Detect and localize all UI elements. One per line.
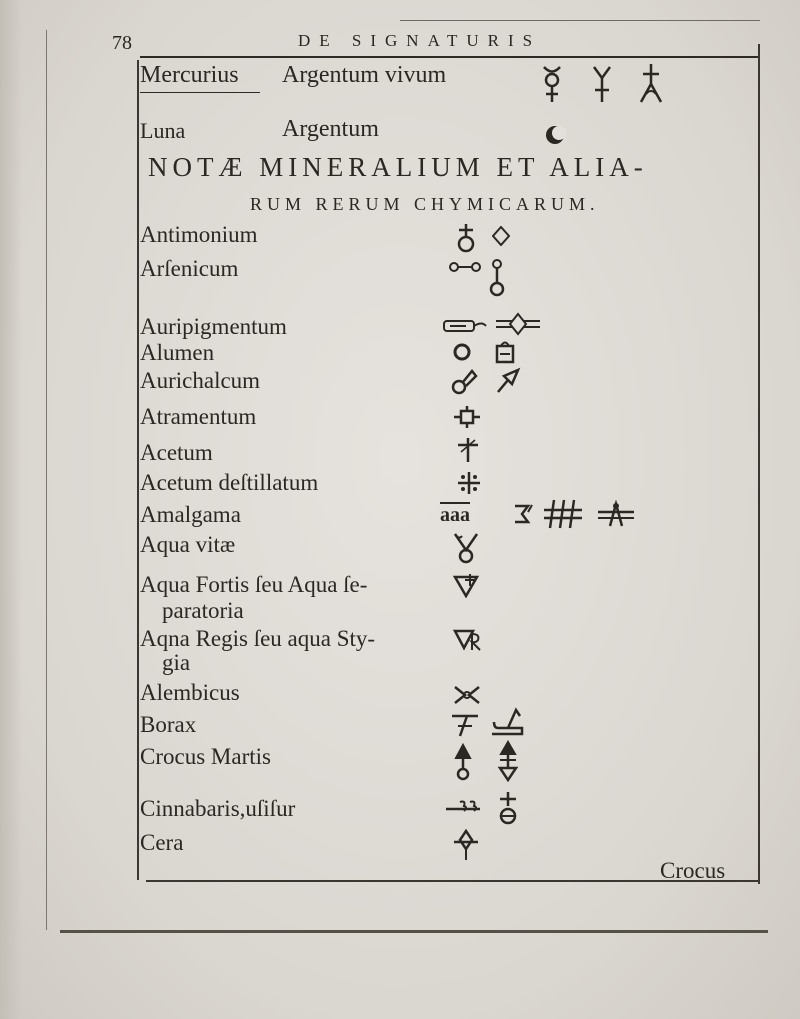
moon-icon (542, 124, 568, 146)
section-heading-line-2: RUM RERUM CHYMICARUM. (250, 194, 600, 214)
entry-alembicus: Alembicus (140, 680, 240, 705)
aqua-fortis-icon (452, 574, 480, 598)
entry-amalgama: Amalgama (140, 502, 241, 527)
catchword: Crocus (660, 858, 726, 883)
header-rule-top (400, 20, 760, 21)
brass-icon-1 (450, 366, 478, 396)
page-number: 78 (112, 32, 132, 54)
entry-aqua-regis: Aqna Regis ſeu aqua Sty- (140, 626, 376, 651)
page-edge-shadow (0, 0, 22, 1019)
alum-icon-1 (452, 342, 472, 362)
crocus-martis-icon-1 (452, 742, 474, 782)
running-title (298, 26, 541, 52)
amalgam-icon-2 (512, 502, 534, 526)
amalgam-icon-4 (596, 500, 636, 528)
entry-cinnabaris: Cinnabaris,uſiſur (140, 796, 296, 821)
brass-icon-2 (494, 366, 522, 396)
table-left-rule (137, 60, 139, 880)
arsenic-icon-2 (487, 258, 507, 298)
entry-acetum: Acetum (140, 440, 213, 465)
orpiment-icon-1 (442, 318, 490, 334)
amalgam-icon-1: $\overline{aaa}$ (440, 504, 470, 526)
running-title-text: DE SIGNATURIS (298, 31, 542, 50)
mercury-icon-1 (538, 64, 566, 104)
orpiment-icon-2 (494, 312, 542, 336)
entry-aqua-vitae: Aqua vitæ (140, 532, 236, 557)
diamond-icon (492, 226, 510, 246)
entry-auripigmentum: Auripigmentum (140, 314, 287, 339)
aqua-regia-icon (452, 628, 484, 652)
mercury-icon-3 (636, 62, 666, 104)
entry-cera: Cera (140, 830, 184, 855)
entry-aqua-regis-cont: gia (162, 650, 191, 675)
entry-acetum-destillatum: Acetum deſtillatum (140, 470, 319, 495)
vitriol-icon (452, 404, 482, 430)
amalgam-icon-3 (542, 498, 584, 530)
arsenic-icon-1 (448, 260, 482, 274)
row-luna-german: Argentum (282, 116, 379, 142)
entry-arsenicum: Arſenicum (140, 256, 239, 281)
underline-mercurius (140, 92, 260, 93)
row-mercurius-german: Argentum vivum (282, 62, 447, 88)
table-right-rule (758, 44, 760, 884)
entry-crocus-martis: Crocus Martis (140, 744, 271, 769)
alembic-icon (452, 684, 482, 706)
entry-aqua-fortis-cont: paratoria (162, 598, 244, 623)
entry-borax: Borax (140, 712, 197, 737)
borax-icon-1 (450, 712, 480, 738)
entry-alumen: Alumen (140, 340, 215, 365)
header-rule (140, 56, 760, 58)
entry-aurichalcum: Aurichalcum (140, 368, 261, 393)
antimony-icon (455, 222, 477, 254)
mercury-icon-2 (588, 64, 616, 104)
entry-aqua-fortis: Aqua Fortis ſeu Aqua ſe- (140, 572, 368, 597)
borax-icon-2 (490, 704, 524, 738)
entry-atramentum: Atramentum (140, 404, 257, 429)
distilled-vinegar-icon (456, 470, 482, 496)
row-mercurius-latin: Mercurius (140, 62, 239, 88)
entry-antimonium: Antimonium (140, 222, 258, 247)
cinnabar-icon-2 (496, 790, 520, 828)
section-heading-line-1: NOTÆ MINERALIUM ET ALIA- (148, 152, 648, 182)
alum-icon-2 (494, 338, 516, 364)
gutter-line (46, 30, 47, 930)
cinnabar-icon-1 (444, 798, 482, 818)
crocus-martis-icon-2 (496, 740, 520, 782)
page-bottom-rule (60, 930, 768, 933)
wax-icon (452, 828, 480, 862)
row-luna-latin: Luna (140, 118, 186, 143)
aqua-vitae-icon (452, 530, 480, 566)
vinegar-icon (456, 436, 480, 464)
